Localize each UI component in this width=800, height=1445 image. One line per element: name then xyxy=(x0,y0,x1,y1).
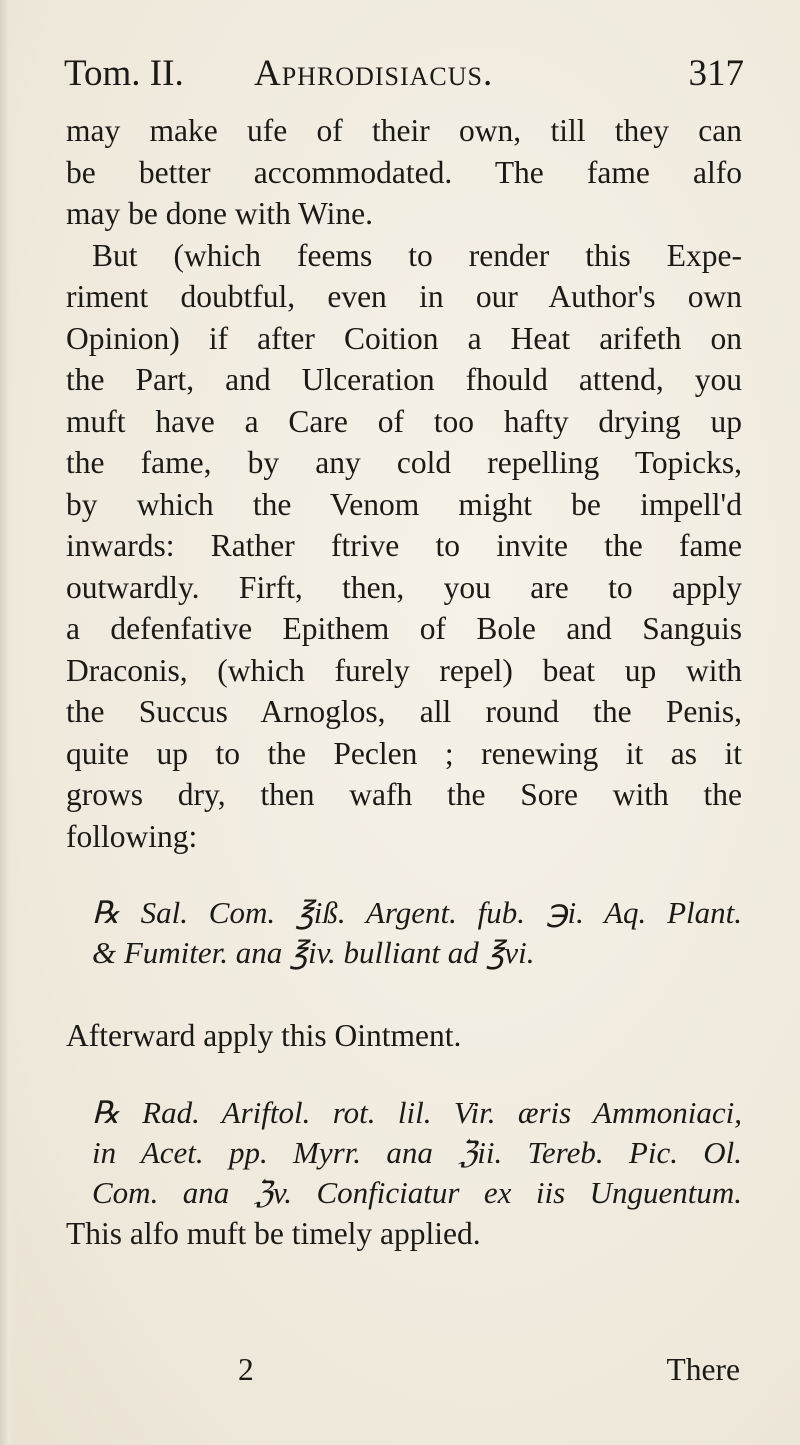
text-line: be better accommodated. The fame alfo xyxy=(66,154,742,190)
prescription-line: ℞ Rad. Ariftol. rot. lil. Vir. æris Ammoniaci, xyxy=(92,1094,742,1130)
text-line: the Part, and Ulceration fhould attend, you xyxy=(66,362,742,397)
volume-label: Tom. II. xyxy=(64,53,184,94)
prescription-2 xyxy=(66,1093,742,1213)
prescription-line: Com. ana ℨv. Conficiatur ex iis Unguentum. xyxy=(92,1174,742,1210)
page-gutter-shadow xyxy=(0,0,14,1445)
text-line: outwardly. Firft, then, you are to apply xyxy=(66,569,742,605)
footer-catchline xyxy=(66,1352,742,1392)
text-line: Draconis, (which furely repel) beat up with xyxy=(66,652,742,688)
running-header xyxy=(64,52,744,102)
text-line: may be done with Wine. xyxy=(66,196,373,231)
text-line: quite up to the Peclen ; renewing it as it xyxy=(66,735,742,771)
text-line: Afterward apply this Ointment. xyxy=(66,1018,462,1053)
prescription-line: ℞ Sal. Com. ℥iß. Argent. fub. ℈i. Aq. Plant. xyxy=(92,895,742,930)
text-line: the fame, by any cold repelling Topicks, xyxy=(66,445,742,480)
text-line: by which the Venom might be impell'd xyxy=(66,486,742,522)
catchword: There xyxy=(666,1352,740,1387)
text-line: But (which feems to render this Expe- xyxy=(92,237,742,273)
signature-mark: 2 xyxy=(238,1352,254,1387)
text-line: riment doubtful, even in our Author's own xyxy=(66,279,742,314)
text-line: This alfo muft be timely applied. xyxy=(66,1215,481,1251)
prescription-1 xyxy=(66,893,742,973)
prescription-line: & Fumiter. ana ℥iv. bulliant ad ℥vi. xyxy=(92,935,535,970)
running-title: Aphrodisiacus. xyxy=(254,53,494,94)
text-line: muft have a Care of too hafty drying up xyxy=(66,403,742,439)
body-text xyxy=(66,110,742,1254)
text-line: a defenfative Epithem of Bole and Sanguis xyxy=(66,611,742,646)
text-line: grows dry, then wafh the Sore with the xyxy=(66,777,742,812)
text-line: inwards: Rather ftrive to invite the fame xyxy=(66,528,742,563)
text-line: the Succus Arnoglos, all round the Penis, xyxy=(66,694,742,729)
prescription-line: in Acet. pp. Myrr. ana ℨii. Tereb. Pic. Ol. xyxy=(92,1134,742,1170)
text-line: following: xyxy=(66,818,198,854)
text-line: may make ufe of their own, till they can xyxy=(66,113,742,148)
text-line: Opinion) if after Coition a Heat arifeth on xyxy=(66,320,742,356)
page-number: 317 xyxy=(688,53,744,94)
